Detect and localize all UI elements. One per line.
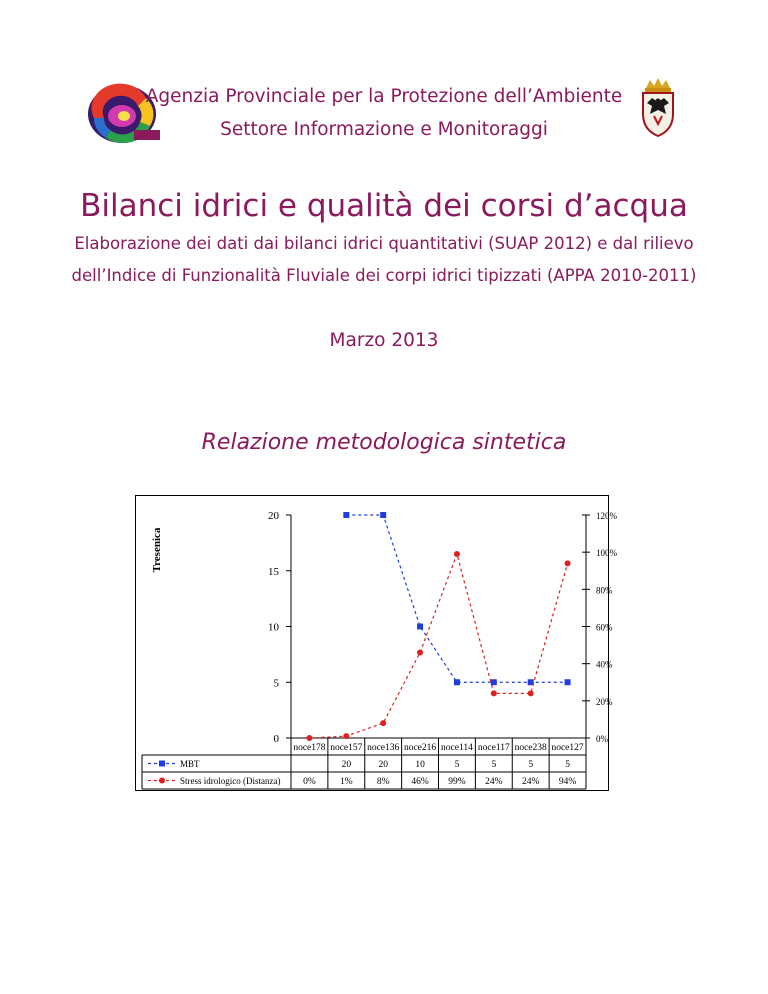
stress-point-noce114 — [454, 551, 460, 557]
category-label-noce127: noce127 — [551, 743, 584, 753]
right-tick-label: 100% — [596, 548, 617, 559]
left-tick-label: 0 — [273, 733, 279, 745]
category-label-noce238: noce238 — [514, 743, 547, 753]
left-tick-label: 20 — [268, 510, 279, 522]
category-label-noce178: noce178 — [293, 743, 326, 753]
stress-point-noce127 — [565, 560, 571, 566]
table-value-stress-noce157: 1% — [339, 777, 353, 787]
stress-point-noce117 — [491, 690, 497, 696]
category-label-noce216: noce216 — [403, 743, 437, 753]
left-tick-label: 10 — [268, 621, 279, 634]
table-value-stress-noce178: 0% — [303, 777, 316, 787]
stress-point-noce136 — [380, 720, 386, 726]
stress-point-noce216 — [417, 650, 423, 656]
report-type: Relazione metodologica sintetica — [201, 430, 567, 455]
table-value-mbt-noce114: 5 — [454, 760, 460, 770]
legend-marker-stress — [159, 778, 165, 784]
department-name: Settore Informazione e Monitoraggi — [220, 119, 548, 140]
table-value-mbt-noce127: 5 — [565, 760, 570, 770]
legend-label-stress: Stress idrologico (Distanza) — [180, 776, 281, 786]
stress-point-noce238 — [528, 690, 534, 696]
table-value-stress-noce117: 24% — [485, 777, 503, 787]
left-tick-label: 5 — [273, 677, 279, 690]
subtitle-line-2: dell’Indice di Funzionalità Fluviale dei corpi idrici tipizzati (APPA 2010-2011) — [71, 266, 697, 285]
right-tick-label: 60% — [596, 622, 613, 633]
table-value-stress-noce216: 46% — [411, 777, 429, 787]
table-value-stress-noce238: 24% — [521, 777, 540, 787]
table-value-mbt-noce216: 10 — [415, 760, 425, 770]
right-tick-label: 0% — [596, 734, 608, 744]
table-value-mbt-noce117: 5 — [491, 760, 497, 770]
category-label-noce114: noce114 — [441, 743, 473, 753]
series-line-stress — [309, 554, 567, 738]
right-tick-label: 40% — [596, 659, 613, 670]
subtitle-line-1: Elaborazione dei dati dai bilanci idrici quantitativi (SUAP 2012) e dal rilievo — [74, 234, 694, 253]
series-line-mbt — [346, 515, 567, 682]
legend-label-mbt: MBT — [180, 759, 200, 769]
stress-point-noce157 — [343, 733, 349, 739]
table-value-stress-noce114: 99% — [448, 777, 466, 787]
category-label-noce117: noce117 — [477, 743, 510, 753]
table-value-stress-noce136: 8% — [376, 777, 390, 787]
table-value-stress-noce127: 94% — [558, 777, 577, 787]
category-label-noce157: noce157 — [330, 743, 363, 753]
mbt-point-noce136 — [380, 512, 386, 518]
document-date: Marzo 2013 — [329, 330, 439, 351]
category-label-noce136: noce136 — [367, 743, 400, 753]
chart-title: Tresenica — [151, 527, 163, 573]
stress-point-noce178 — [306, 735, 312, 741]
table-value-mbt-noce238: 5 — [528, 760, 534, 770]
left-tick-label: 15 — [268, 565, 279, 578]
table-value-mbt-noce157: 20 — [341, 760, 352, 770]
table-value-mbt-noce136: 20 — [378, 760, 388, 770]
mbt-point-noce127 — [565, 679, 571, 685]
agency-name: Agenzia Provinciale per la Protezione dell’Ambiente — [145, 86, 623, 107]
right-tick-label: 120% — [596, 511, 617, 521]
chart — [136, 496, 617, 790]
chart-container — [135, 495, 617, 791]
mbt-point-noce157 — [343, 512, 349, 518]
document-title: Bilanci idrici e qualità dei corsi d’acqua — [80, 188, 688, 224]
right-tick-label: 80% — [596, 585, 613, 596]
right-tick-label: 20% — [596, 696, 613, 707]
mbt-point-noce216 — [417, 624, 423, 630]
mbt-point-noce117 — [491, 679, 497, 685]
mbt-point-noce114 — [454, 679, 460, 685]
legend-marker-mbt — [159, 761, 165, 767]
